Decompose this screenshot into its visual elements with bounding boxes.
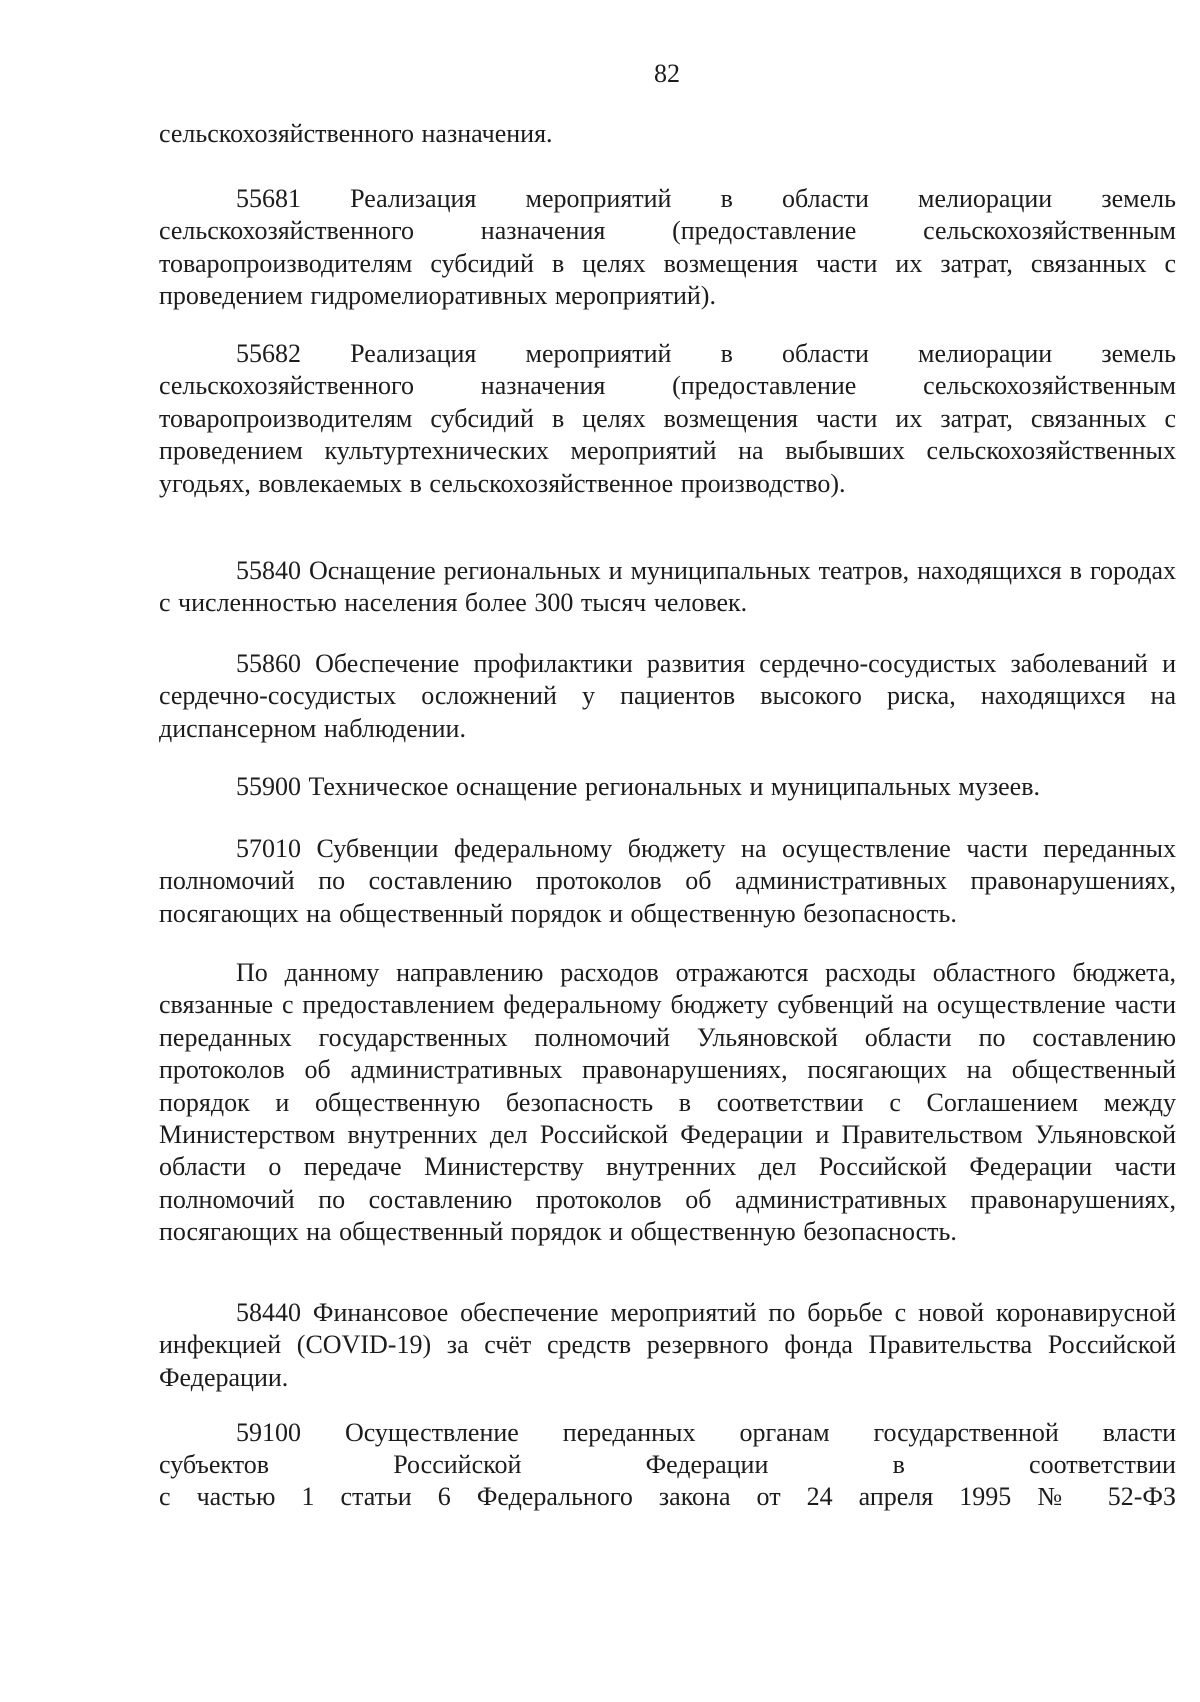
paragraph-59100-word: Российской [393,1450,522,1479]
paragraph-59100-word: в [892,1450,905,1479]
paragraph-55900: 55900 Техническое оснащение региональных и муниципальных музеев. [236,772,1040,801]
paragraph-59100-line-1 [159,1417,1176,1449]
paragraph-59100-line-2 [159,1449,1176,1481]
paragraph-59100-line-3-text: с частью 1 статьи 6 Федерального закона от 24 апреля 1995 № 52-ФЗ [159,1482,1176,1511]
paragraph-58440: 58440 Финансовое обеспечение мероприятий по борьбе с новой коронавирусной инфекцией (COVID-19) за счёт средств резервного фонда Правительства Российской Федерации. [159,1298,1176,1392]
paragraph-59100-word: субъектов [159,1450,270,1479]
paragraph-55860: 55860 Обеспечение профилактики развития сердечно-сосудистых заболеваний и сердечно-сосудистых осложнений у пациентов высокого риска, находящихся на диспансерном наблюдении. [159,649,1176,743]
paragraph-57010: 57010 Субвенции федеральному бюджету на осуществление части переданных полномочий по составлению протоколов об административных правонарушениях, посягающих на общественный порядок и общественную безопасность. [159,834,1176,928]
paragraph-59100-line-1-text: 59100 Осуществление переданных органам государственной власти [236,1418,1176,1447]
page-number: 82 [654,59,680,88]
paragraph-55681: 55681 Реализация мероприятий в области мелиорации земель сельскохозяйственного назначения (предоставление сельскохозяйственным товаропроизводителям субсидий в целях возмещения части их затрат, связанных с проведением гидромелиоративных мероприятий). [159,184,1176,311]
paragraph-57010-description: По данному направлению расходов отражаются расходы областного бюджета, связанные с предоставлением федеральному бюджету субвенций на осуществление части переданных государственных полномочий Ульяновской области по составлению протоколов об административных правонарушениях, посягающих на общественный порядок и общественную безопасность в соответствии с Соглашением между Министерством внутренних дел Российской Федерации и Правительством Ульяновской области о передаче Министерству внутренних дел Российской Федерации части полномочий по составлению протоколов об административных правонарушениях, посягающих на общественный порядок и общественную безопасность. [159,958,1176,1247]
paragraph-59100-word: Федерации [645,1450,769,1479]
paragraph-continuation: сельскохозяйственного назначения. [159,119,553,148]
paragraph-55840: 55840 Оснащение региональных и муниципальных театров, находящихся в городах с численностью населения более 300 тысяч человек. [159,556,1176,618]
paragraph-55682: 55682 Реализация мероприятий в области мелиорации земель сельскохозяйственного назначения (предоставление сельскохозяйственным товаропроизводителям субсидий в целях возмещения части их затрат, связанных с проведением культуртехнических мероприятий на выбывших сельскохозяйственных угодьях, вовлекаемых в сельскохозяйственное производство). [159,339,1176,498]
paragraph-59100-word: соответствии [1029,1450,1176,1479]
paragraph-59100-line-3 [159,1481,1176,1513]
